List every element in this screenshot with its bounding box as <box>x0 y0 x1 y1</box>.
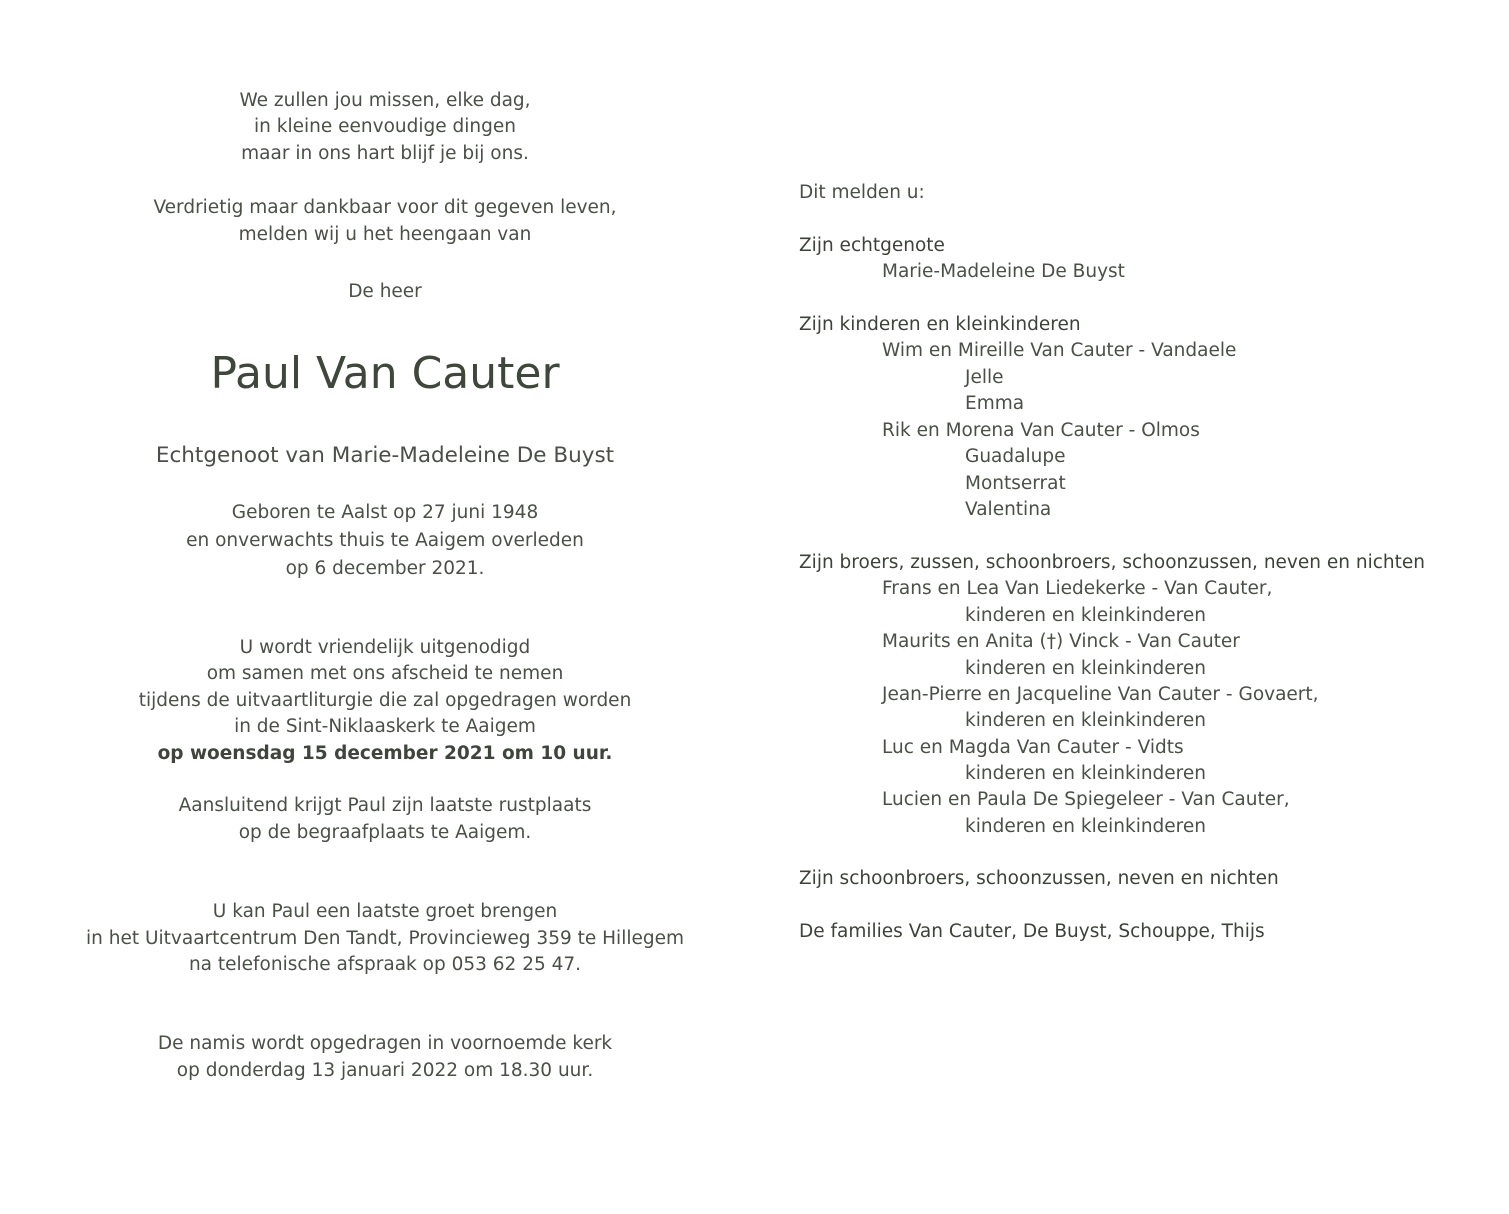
invitation-line: in de Sint-Niklaaskerk te Aaigem <box>234 716 536 737</box>
grandchild: Valentina <box>965 499 1052 520</box>
sibling-descendants: kinderen en kleinkinderen <box>965 605 1206 626</box>
visit-line: U kan Paul een laatste groet brengen <box>212 901 558 922</box>
sibling-descendants: kinderen en kleinkinderen <box>965 710 1206 731</box>
inlaws-heading: Zijn schoonbroers, schoonzussen, neven en nichten <box>799 868 1279 889</box>
sibling-couple: Frans en Lea Van Liedekerke - Van Cauter, <box>882 578 1273 599</box>
spouse-line: Echtgenoot van Marie-Madeleine De Buyst <box>155 443 615 468</box>
visit-line: na telefonische afspraak op 053 62 25 47. <box>188 954 582 975</box>
burial-line: op de begraafplaats te Aaigem. <box>238 822 532 843</box>
mass-line: op donderdag 13 januari 2022 om 18.30 uur. <box>176 1060 594 1081</box>
invitation-line: U wordt vriendelijk uitgenodigd <box>239 637 531 658</box>
spouse-name: Marie-Madeleine De Buyst <box>882 261 1125 282</box>
sibling-couple: Lucien en Paula De Spiegeleer - Van Cauter, <box>882 789 1290 810</box>
grandchild: Montserrat <box>965 473 1066 494</box>
grandchild: Guadalupe <box>965 446 1066 467</box>
birth-death-line: en onverwachts thuis te Aaigem overleden <box>186 530 584 551</box>
siblings-heading: Zijn broers, zussen, schoonbroers, schoonzussen, neven en nichten <box>799 552 1425 573</box>
intro-line: melden wij u het heengaan van <box>238 224 532 245</box>
birth-death-line: op 6 december 2021. <box>285 558 485 579</box>
verse-line: in kleine eenvoudige dingen <box>254 116 516 137</box>
birth-death-line: Geboren te Aalst op 27 juni 1948 <box>231 502 539 523</box>
funeral-date: op woensdag 15 december 2021 om 10 uur. <box>157 743 613 764</box>
child-couple: Rik en Morena Van Cauter - Olmos <box>882 420 1200 441</box>
sibling-descendants: kinderen en kleinkinderen <box>965 816 1206 837</box>
visit-line: in het Uitvaartcentrum Den Tandt, Provincieweg 359 te Hillegem <box>85 928 685 949</box>
sibling-couple: Jean-Pierre en Jacqueline Van Cauter - Govaert, <box>882 684 1319 705</box>
mass-line: De namis wordt opgedragen in voornoemde kerk <box>157 1033 613 1054</box>
right-intro: Dit melden u: <box>799 182 925 203</box>
salutation: De heer <box>348 281 422 302</box>
grandchild: Jelle <box>965 367 1004 388</box>
sibling-couple: Luc en Magda Van Cauter - Vidts <box>882 737 1184 758</box>
burial-line: Aansluitend krijgt Paul zijn laatste rustplaats <box>178 795 592 816</box>
sibling-descendants: kinderen en kleinkinderen <box>965 763 1206 784</box>
sibling-descendants: kinderen en kleinkinderen <box>965 658 1206 679</box>
children-heading: Zijn kinderen en kleinkinderen <box>799 314 1081 335</box>
spouse-heading: Zijn echtgenote <box>799 235 945 256</box>
deceased-name: Paul Van Cauter <box>210 348 560 399</box>
families-line: De families Van Cauter, De Buyst, Schouppe, Thijs <box>799 921 1265 942</box>
verse-line: maar in ons hart blijf je bij ons. <box>241 143 529 164</box>
grandchild: Emma <box>965 393 1025 414</box>
sibling-couple: Maurits en Anita (†) Vinck - Van Cauter <box>882 631 1240 652</box>
intro-line: Verdrietig maar dankbaar voor dit gegeven leven, <box>153 197 617 218</box>
invitation-line: om samen met ons afscheid te nemen <box>206 663 564 684</box>
verse-line: We zullen jou missen, elke dag, <box>239 90 531 111</box>
invitation-line: tijdens de uitvaartliturgie die zal opgedragen worden <box>138 690 632 711</box>
child-couple: Wim en Mireille Van Cauter - Vandaele <box>882 340 1237 361</box>
